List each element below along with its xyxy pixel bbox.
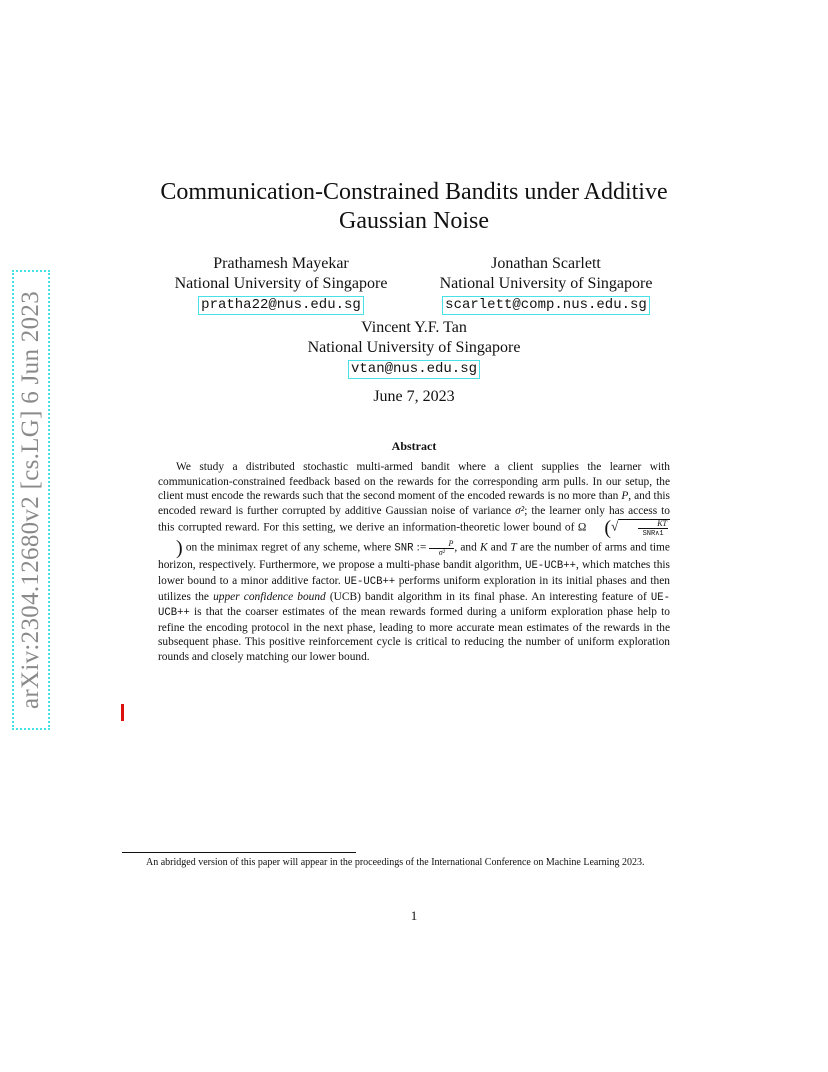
paper-title — [0, 178, 828, 236]
author-block-1 — [166, 254, 396, 315]
snr-fraction: $\frac{P}{\text{σ²}}$ — [429, 540, 454, 557]
sqrt-expression: ( — [604, 517, 612, 540]
title-line-2: Gaussian Noise — [339, 208, 489, 234]
abstract-body — [158, 460, 670, 665]
author-block-2 — [430, 254, 662, 315]
author-block-3 — [300, 318, 528, 379]
author-affiliation: National University of Singapore — [174, 275, 388, 292]
title-line-1: Communication-Constrained Bandits under Additive — [160, 179, 668, 205]
footnote-rule — [122, 852, 356, 853]
paper-date: June 7, 2023 — [373, 388, 455, 405]
footnote: An abridged version of this paper will appear in the proceedings of the International Conference on Machine Learning 2023. — [146, 857, 645, 868]
author-email-link[interactable]: pratha22@nus.edu.sg — [198, 296, 364, 315]
author-email-link[interactable]: scarlett@comp.nus.edu.sg — [442, 296, 650, 315]
author-name: Jonathan Scarlett — [491, 255, 601, 272]
author-name: Vincent Y.F. Tan — [361, 319, 467, 336]
author-name: Prathamesh Mayekar — [213, 255, 349, 272]
page-number: 1 — [410, 908, 418, 923]
author-affiliation: National University of Singapore — [439, 275, 653, 292]
arxiv-stamp[interactable] — [12, 270, 50, 730]
sqrt-fraction: $\frac{KT}{\text{SNR∧1}}$ — [618, 519, 670, 538]
text-cursor-mark — [121, 704, 124, 721]
author-email-link[interactable]: vtan@nus.edu.sg — [348, 360, 480, 379]
abstract-heading: Abstract — [391, 439, 437, 453]
arxiv-identifier: arXiv:2304.12680v2 [cs.LG] 6 Jun 2023 — [17, 291, 44, 709]
abstract-paragraph: We study a distributed stochastic multi-armed bandit where a client supplies the learner with communication-constrained feedback based on the rewards for the corresponding arm pulls. In our setup, the client must encode the rewards such that the second moment of the encoded rewards is no more than P, and this encoded reward is further corrupted by additive Gaussian noise of variance σ²; the learner only has access to this corrupted reward. For this setting, we derive an information-theoretic lower bound of Ω (√ $\frac{KT}{\text{SNR∧1}}$) on the minimax regret of any scheme, where SNR := $\frac{P}{\text{σ²}}$, and K and T are the number of arms and time horizon, respectively. Furthermore, we propose a multi-phase bandit algorithm, UE-UCB++, which matches this lower bound to a minor additive factor. UE-UCB++ performs uniform exploration in its initial phases and then utilizes the upper confidence bound (UCB) bandit algorithm in its final phase. An interesting feature of UE-UCB++ is that the coarser estimates of the mean rewards formed during a uniform exploration phase help to refine the encoding protocol in the next phase, leading to more accurate mean estimates of the rewards in the subsequent phase. This positive reinforcement cycle is critical to reducing the number of uniform exploration rounds and closely matching our lower bound. — [158, 461, 670, 663]
author-affiliation: National University of Singapore — [307, 339, 521, 356]
